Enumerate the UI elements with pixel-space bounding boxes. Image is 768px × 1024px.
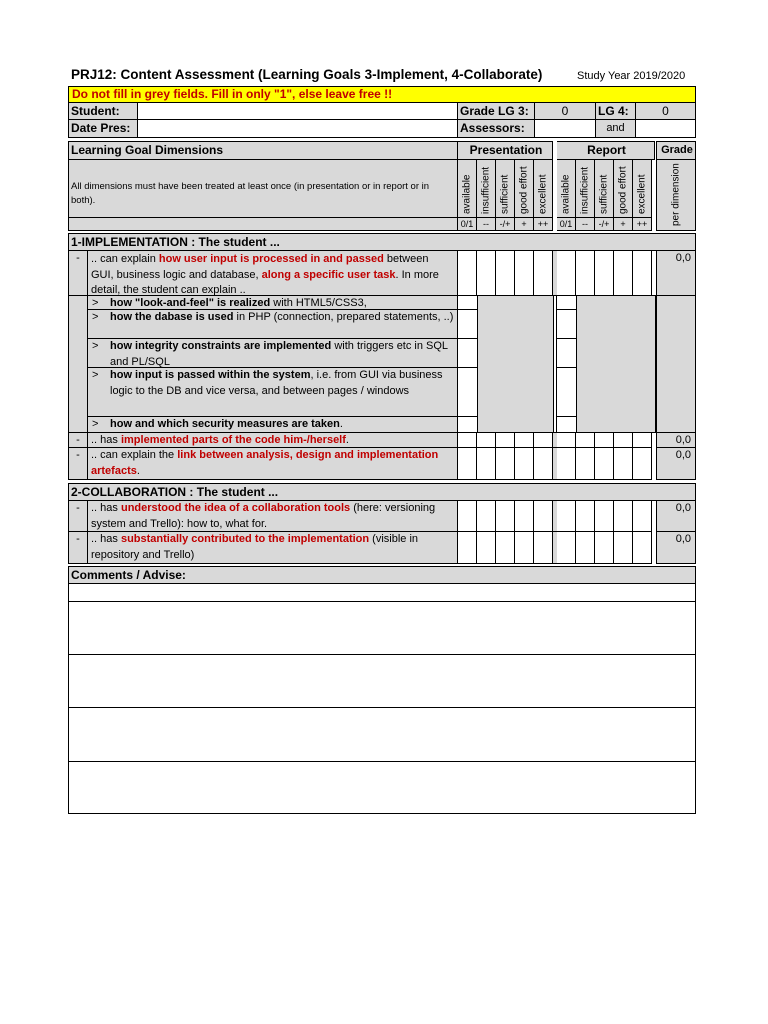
s1-sub-item-3 <box>87 338 458 368</box>
report-col-insufficient: insufficient <box>575 159 595 218</box>
presentation-rating-cell[interactable] <box>495 250 515 296</box>
s2-item1-score: 0,0 <box>656 500 696 532</box>
grade-lg3-value: 0 <box>534 102 596 120</box>
s1-item3-text: .. can explain the link between analysis, design and implementation artefacts. <box>87 447 458 480</box>
presentation-available-cell[interactable] <box>457 367 478 417</box>
sub-item-bold-text: how the dabase is used <box>110 311 234 323</box>
sub-item-bold-text: how input is passed within the system <box>110 369 311 381</box>
presentation-col-available: available <box>457 159 477 218</box>
presentation-rating-cell[interactable] <box>476 447 496 480</box>
presentation-rating-cell[interactable] <box>514 250 534 296</box>
s1-item1-text: .. can explain how user input is processed in and passed between GUI, business logic and database, along a specific user task. In more detail, the student can explain .. <box>87 250 458 296</box>
report-rating-cell[interactable] <box>575 250 595 296</box>
header-column-separator <box>553 159 557 231</box>
lg4-value: 0 <box>635 102 696 120</box>
presentation-header: Presentation <box>457 141 553 160</box>
presentation-available-cell[interactable] <box>457 309 478 339</box>
s1-item3-score: 0,0 <box>656 447 696 480</box>
assessor2-field[interactable] <box>635 119 696 138</box>
student-field[interactable] <box>137 102 458 120</box>
presentation-rating-cell[interactable] <box>514 500 534 532</box>
comments-box-4[interactable] <box>68 761 696 814</box>
sub-item-marker: > <box>92 369 99 381</box>
sub-item-bold-text: how "look-and-feel" is realized <box>110 297 271 309</box>
report-available-cell[interactable] <box>556 367 577 417</box>
grade-header: Grade <box>656 141 696 160</box>
presentation-symbol-4: ++ <box>533 217 553 231</box>
s2-item1-dash: - <box>68 500 88 532</box>
report-rating-cell[interactable] <box>632 500 652 532</box>
s1-item3-dash: - <box>68 447 88 480</box>
report-rating-cell[interactable] <box>613 432 633 448</box>
and-label: and <box>595 119 636 138</box>
presentation-rating-cell[interactable] <box>457 500 477 532</box>
sub-item-marker: > <box>92 418 99 430</box>
report-rating-cell[interactable] <box>556 432 576 448</box>
column-separator <box>553 250 557 296</box>
presentation-rating-cell[interactable] <box>533 432 553 448</box>
report-rating-cell[interactable] <box>556 500 576 532</box>
report-col-available: available <box>556 159 576 218</box>
report-symbol-1: -- <box>575 217 595 231</box>
sub-items-indent <box>68 295 88 433</box>
s1-sub-item-4 <box>87 367 458 417</box>
report-header: Report <box>556 141 655 160</box>
report-rating-cell[interactable] <box>594 531 614 564</box>
s1-item2-dash: - <box>68 432 88 448</box>
report-rating-cell[interactable] <box>556 531 576 564</box>
s1-item2-score: 0,0 <box>656 432 696 448</box>
date-label: Date Pres: <box>68 119 138 138</box>
report-grey-block <box>576 295 656 433</box>
sub-item-text: . <box>339 418 343 430</box>
s1-item2-text: .. has implemented parts of the code him-/herself. <box>87 432 458 448</box>
presentation-rating-cell[interactable] <box>514 432 534 448</box>
column-separator <box>553 500 557 532</box>
report-symbol-4: ++ <box>632 217 652 231</box>
presentation-col-excellent: excellent <box>533 159 553 218</box>
dimensions-note: All dimensions must have been treated at least once (in presentation or in report or in both). <box>68 159 458 218</box>
grade-grey-block <box>656 295 696 433</box>
report-rating-cell[interactable] <box>632 250 652 296</box>
report-rating-cell[interactable] <box>594 500 614 532</box>
presentation-rating-cell[interactable] <box>495 500 515 532</box>
sub-item-bold-text: how and which security measures are taken <box>110 418 340 430</box>
sub-item-marker: > <box>92 297 99 309</box>
presentation-col-good-effort: good effort <box>514 159 534 218</box>
presentation-rating-cell[interactable] <box>533 250 553 296</box>
section2-title: 2-COLLABORATION : The student ... <box>68 483 696 501</box>
presentation-rating-cell[interactable] <box>476 432 496 448</box>
presentation-rating-cell[interactable] <box>457 432 477 448</box>
column-separator <box>553 531 557 564</box>
lg4-label: LG 4: <box>595 102 636 120</box>
form-title: PRJ12: Content Assessment (Learning Goals 3-Implement, 4-Collaborate) <box>71 67 543 82</box>
presentation-rating-cell[interactable] <box>476 500 496 532</box>
presentation-grey-block <box>477 295 554 433</box>
report-rating-cell[interactable] <box>632 531 652 564</box>
presentation-rating-cell[interactable] <box>533 531 553 564</box>
report-rating-cell[interactable] <box>613 250 633 296</box>
report-rating-cell[interactable] <box>613 500 633 532</box>
report-rating-cell[interactable] <box>556 447 576 480</box>
report-rating-cell[interactable] <box>594 250 614 296</box>
presentation-symbol-0: 0/1 <box>457 217 477 231</box>
presentation-rating-cell[interactable] <box>457 250 477 296</box>
report-rating-cell[interactable] <box>556 250 576 296</box>
presentation-rating-cell[interactable] <box>514 531 534 564</box>
presentation-rating-cell[interactable] <box>495 447 515 480</box>
presentation-rating-cell[interactable] <box>457 447 477 480</box>
report-rating-cell[interactable] <box>575 432 595 448</box>
s1-sub-item-5 <box>87 416 458 433</box>
sub-item-text: with HTML5/CSS3, <box>270 297 367 309</box>
per-dimension-label: per dimension <box>656 159 696 231</box>
sub-item-marker: > <box>92 311 99 323</box>
assessors-label: Assessors: <box>457 119 535 138</box>
presentation-available-cell[interactable] <box>457 295 478 310</box>
presentation-rating-cell[interactable] <box>457 531 477 564</box>
sub-item-bold-text: how integrity constraints are implemented <box>110 340 332 352</box>
date-field[interactable] <box>137 119 458 138</box>
presentation-rating-cell[interactable] <box>533 500 553 532</box>
symbol-row-spacer <box>68 217 458 231</box>
comments-box-3[interactable] <box>68 707 696 762</box>
report-col-sufficient: sufficient <box>594 159 614 218</box>
report-rating-cell[interactable] <box>613 531 633 564</box>
presentation-symbol-1: -- <box>476 217 496 231</box>
presentation-rating-cell[interactable] <box>495 531 515 564</box>
instruction-banner: Do not fill in grey fields. Fill in only "1", else leave free !! <box>68 86 696 103</box>
report-col-good-effort: good effort <box>613 159 633 218</box>
dimensions-header: Learning Goal Dimensions <box>68 141 458 160</box>
report-rating-cell[interactable] <box>575 531 595 564</box>
report-available-cell[interactable] <box>556 338 577 368</box>
s1-item1-score: 0,0 <box>656 250 696 296</box>
comments-label: Comments / Advise: <box>68 566 696 584</box>
report-rating-cell[interactable] <box>575 447 595 480</box>
comments-line-1[interactable] <box>68 583 696 602</box>
sub-item-text: with triggers etc in SQL and PL/SQL <box>110 340 448 368</box>
report-rating-cell[interactable] <box>575 500 595 532</box>
report-symbol-0: 0/1 <box>556 217 576 231</box>
s2-item2-dash: - <box>68 531 88 564</box>
sub-item-text: , i.e. from GUI via business logic to the DB and vice versa, and between pages / windows <box>110 369 443 397</box>
presentation-rating-cell[interactable] <box>533 447 553 480</box>
report-symbol-3: + <box>613 217 633 231</box>
report-rating-cell[interactable] <box>632 447 652 480</box>
s2-item1-text: .. has understood the idea of a collaboration tools (here: versioning system and Trello): how to, what for. <box>87 500 458 532</box>
section1-title: 1-IMPLEMENTATION : The student ... <box>68 233 696 251</box>
column-separator <box>553 447 557 480</box>
sub-item-text: in PHP (connection, prepared statements, ..) <box>233 311 454 323</box>
report-symbol-2: -/+ <box>594 217 614 231</box>
report-available-cell[interactable] <box>556 295 577 310</box>
comments-box-2[interactable] <box>68 654 696 708</box>
report-available-cell[interactable] <box>556 416 577 433</box>
header-column-separator <box>553 141 557 160</box>
report-col-excellent: excellent <box>632 159 652 218</box>
report-rating-cell[interactable] <box>594 432 614 448</box>
s1-sub-item-1 <box>87 295 458 310</box>
s2-item2-text: .. has substantially contributed to the implementation (visible in repository and Trello) <box>87 531 458 564</box>
s1-item1-dash: - <box>68 250 88 296</box>
s2-item2-score: 0,0 <box>656 531 696 564</box>
grade-lg3-label: Grade LG 3: <box>457 102 535 120</box>
presentation-col-sufficient: sufficient <box>495 159 515 218</box>
presentation-rating-cell[interactable] <box>514 447 534 480</box>
study-year: Study Year 2019/2020 <box>577 70 686 82</box>
s1-sub-item-2 <box>87 309 458 339</box>
presentation-available-cell[interactable] <box>457 338 478 368</box>
report-rating-cell[interactable] <box>632 432 652 448</box>
sub-item-marker: > <box>92 340 99 352</box>
comments-box-1[interactable] <box>68 601 696 655</box>
presentation-rating-cell[interactable] <box>476 531 496 564</box>
presentation-available-cell[interactable] <box>457 416 478 433</box>
presentation-rating-cell[interactable] <box>476 250 496 296</box>
report-rating-cell[interactable] <box>613 447 633 480</box>
column-separator <box>553 432 557 448</box>
presentation-col-insufficient: insufficient <box>476 159 496 218</box>
presentation-symbol-3: + <box>514 217 534 231</box>
report-rating-cell[interactable] <box>594 447 614 480</box>
presentation-rating-cell[interactable] <box>495 432 515 448</box>
presentation-symbol-2: -/+ <box>495 217 515 231</box>
student-label: Student: <box>68 102 138 120</box>
report-available-cell[interactable] <box>556 309 577 339</box>
assessor1-field[interactable] <box>534 119 596 138</box>
